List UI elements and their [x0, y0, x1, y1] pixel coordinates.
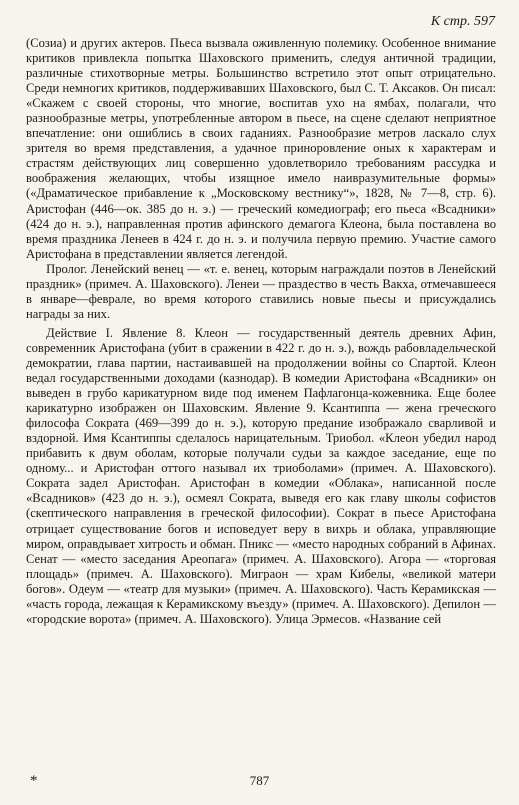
paragraph: (Созиа) и других актеров. Пьеса вызвала оживленную полемику. Особенное внимание критиков привлекла попытка Шаховского применить, следуя античной традиции, различные стихотворные метры. Большинство встретило этот опыт отрицательно. Среди немногих критиков, поддерживавших Шаховского, был С. Т. Аксаков. Он писал: «Скажем с своей стороны, что многие, воспитав ухо на ямбах, полагали, что разнообразные метры, употребленные автором в пьесе, на сцене сделают неприятное впечатление: они ошиблись в своих гаданиях. Разнообразие метров ласкало слух зрителя во время представления, а удачное приноровление оных к характерам и страстям действующих лиц совершенно удовлетворило требованиям рассудка и воображения желающих, чтобы изящное имело наивразумительные формы» («Драматическое прибавление к „Московскому вестнику“», 1828, № 7—8, стр. 6). Аристофан (446—ок. 385 до н. э.) — греческий комедиограф; его пьеса «Всадники» (424 до н. э.), направленная против афинского демагога Клеона, была поставлена во время праздника Ленеев в 424 г. до н. э. и получила первую премию. Участие самого Аристофана в представлении является легендой. [26, 36, 496, 261]
paragraph: Действие I. Явление 8. Клеон — государственный деятель древних Афин, современник Аристофана (убит в сражении в 422 г. до н. э.), вождь рабовладельческой демократии, глава партии, настаивавшей на продолжении войны со Спартой. Клеон ведал государственными доходами (казнодар). В комедии Аристофана «Всадники» он выведен в грубо карикатурном виде под именем Пафлагонца-кожевника. Еще более карикатурно изображен он Шаховским. Явление 9. Ксантиппа — жена греческого философа Сократа (469—399 до н. э.), которую предание изображало сварливой и вздорной. Имя Ксантиппы сделалось нарицательным. Триобол. «Клеон убедил народ прибавить к двум оболам, которые получали судьи за каждое заседание, еще по одному... и Аристофан оттого называл их триоболами» (примеч. А. Шаховского). Сократа задел Аристофан. Аристофан в комедии «Облака», написанной после «Всадников» (423 до н. э.), осмеял Сократа, выведя его как главу школы софистов (скептического направления в греческой философии). Сократ в пьесе Аристофана отрицает существование богов и исповедует веру в вихрь и облака, управляющие миром, оправдывает хитрость и обман. Пникс — «место народных собраний в Афинах. Сенат — «место заседания Ареопага» (примеч. А. Шаховского). Агора — «торговая площадь» (примеч. А. Шаховского). Миграон — храм Кибелы, «великой матери богов». Одеум — «театр для музыки» (примеч. А. Шаховского). Часть Керамикская — «часть города, лежащая к Керамикскому въезду» (примеч. А. Шаховского). Депилон — «городские ворота» (примеч. А. Шаховского). Улица Эрмесов. «Название сей [26, 325, 496, 626]
commentary-text [26, 36, 496, 627]
paragraph: Пролог. Ленейский венец — «т. е. венец, которым награждали поэтов в Ленейский праздник» (примеч. А. Шаховского). Ленеи — праздество в честь Вакха, отмечавшееся в январе—феврале, во время которого ставились новые пьесы и присуждались награды за них. [26, 261, 496, 321]
page-footer [0, 773, 519, 793]
page-number: 787 [249, 773, 270, 788]
page-reference: К стр. 597 [430, 14, 495, 29]
signature-mark: * [30, 773, 38, 789]
